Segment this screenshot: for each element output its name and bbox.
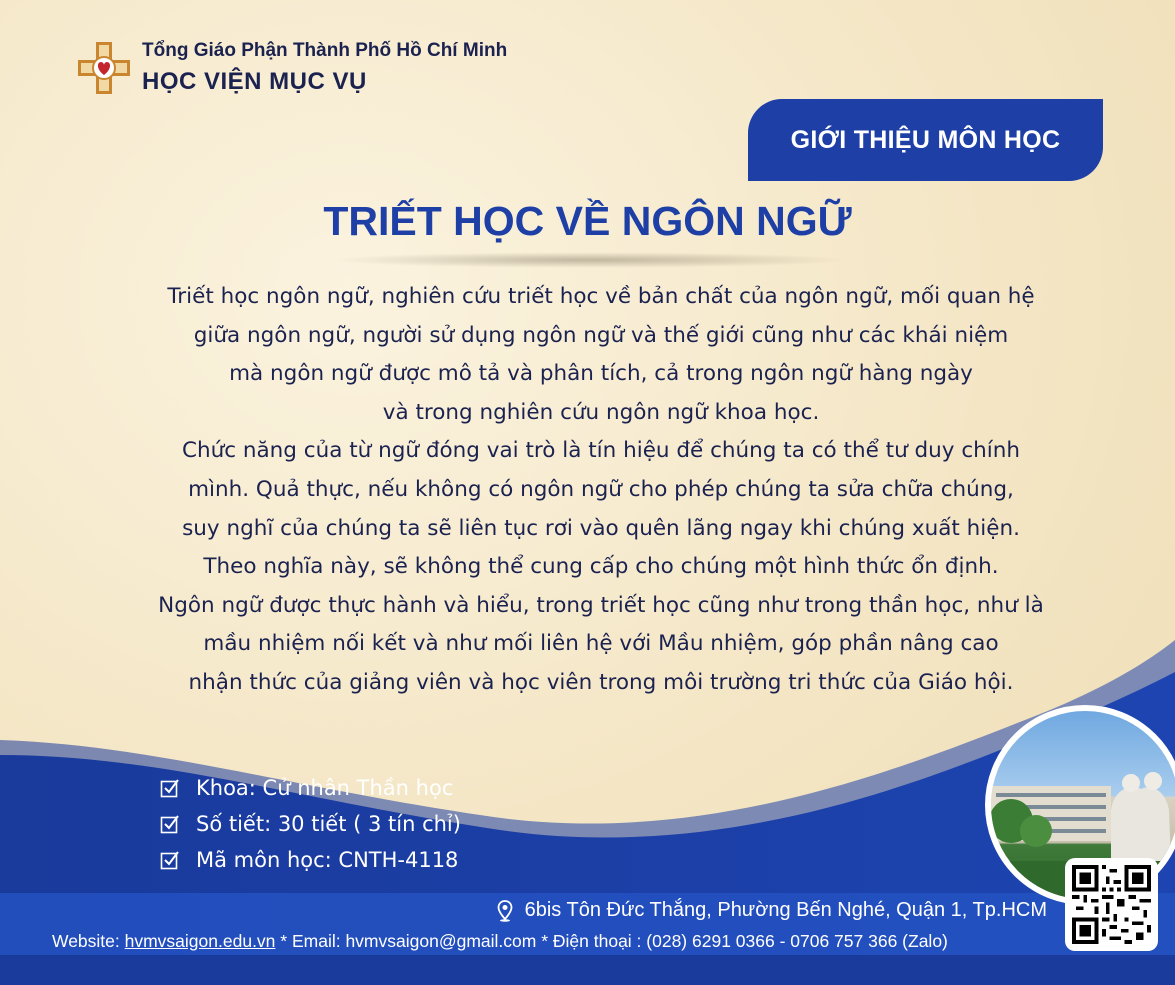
website-link[interactable]: hvmvsaigon.edu.vn [124, 931, 276, 951]
website-label: Website: [52, 931, 125, 951]
phone-text: Điện thoại : (028) 6291 0366 - 0706 757 366 (Zalo) [552, 931, 948, 951]
description-line: và trong nghiên cứu ngôn ngữ khoa học. [382, 399, 820, 425]
description-line: giữa ngôn ngữ, người sử dụng ngôn ngữ và thế giới cũng như các khái niệm [193, 322, 1009, 348]
email-text[interactable]: Email: hvmvsaigon@gmail.com [291, 931, 537, 951]
course-info-list [160, 770, 461, 878]
title-underline-shadow [330, 252, 850, 268]
cross-heart-logo-icon [78, 42, 130, 94]
info-text: Mã môn học: CNTH-4118 [196, 848, 459, 872]
archdiocese-name: Tổng Giáo Phận Thành Phố Hồ Chí Minh [142, 40, 508, 61]
location-pin-icon [497, 900, 513, 922]
course-intro-tag: GIỚI THIỆU MÔN HỌC [748, 99, 1103, 181]
description-line: Chức năng của từ ngữ đóng vai trò là tín hiệu để chúng ta có thể tư duy chính [181, 438, 1021, 464]
description-line: Ngôn ngữ được thực hành và hiểu, trong triết học cũng như trong thần học, như là [158, 592, 1044, 618]
info-item-faculty [160, 770, 461, 806]
checkbox-icon [160, 778, 180, 798]
address [497, 899, 1047, 922]
description-line: mầu nhiệm nối kết và như mối liên hệ với Mầu nhiệm, góp phần nâng cao [203, 631, 999, 657]
info-text: Số tiết: 30 tiết ( 3 tín chỉ) [196, 812, 461, 836]
info-item-code [160, 842, 461, 878]
separator: * [275, 931, 292, 951]
separator: * [536, 931, 553, 951]
description-line: mình. Quả thực, nếu không có ngôn ngữ cho phép chúng ta sửa chữa chúng, [188, 476, 1014, 502]
course-title: TRIẾT HỌC VỀ NGÔN NGỮ [323, 198, 852, 244]
description-line: nhận thức của giảng viên và học viên trong môi trường tri thức của Giáo hội. [188, 669, 1014, 695]
description-line: suy nghĩ của chúng ta sẽ liên tục rơi vào quên lãng ngay khi chúng xuất hiện. [182, 515, 1020, 541]
institute-name: HỌC VIỆN MỤC VỤ [142, 68, 367, 95]
checkbox-icon [160, 850, 180, 870]
description-line: mà ngôn ngữ được mô tả và phân tích, cả trong ngôn ngữ hàng ngày [229, 361, 973, 387]
info-text: Khoa: Cử nhân Thần học [196, 776, 454, 800]
course-description [80, 278, 1122, 703]
contact-line [52, 931, 948, 952]
description-line: Triết học ngôn ngữ, nghiên cứu triết học về bản chất của ngôn ngữ, mối quan hệ [167, 284, 1035, 309]
address-text: 6bis Tôn Đức Thắng, Phường Bến Nghé, Quận 1, Tp.HCM [524, 899, 1047, 921]
checkbox-icon [160, 814, 180, 834]
header [78, 40, 507, 96]
qr-code-icon[interactable] [1065, 858, 1158, 951]
description-line: Theo nghĩa này, sẽ không thể cung cấp cho chúng một hình thức ổn định. [203, 554, 999, 580]
info-item-periods [160, 806, 461, 842]
